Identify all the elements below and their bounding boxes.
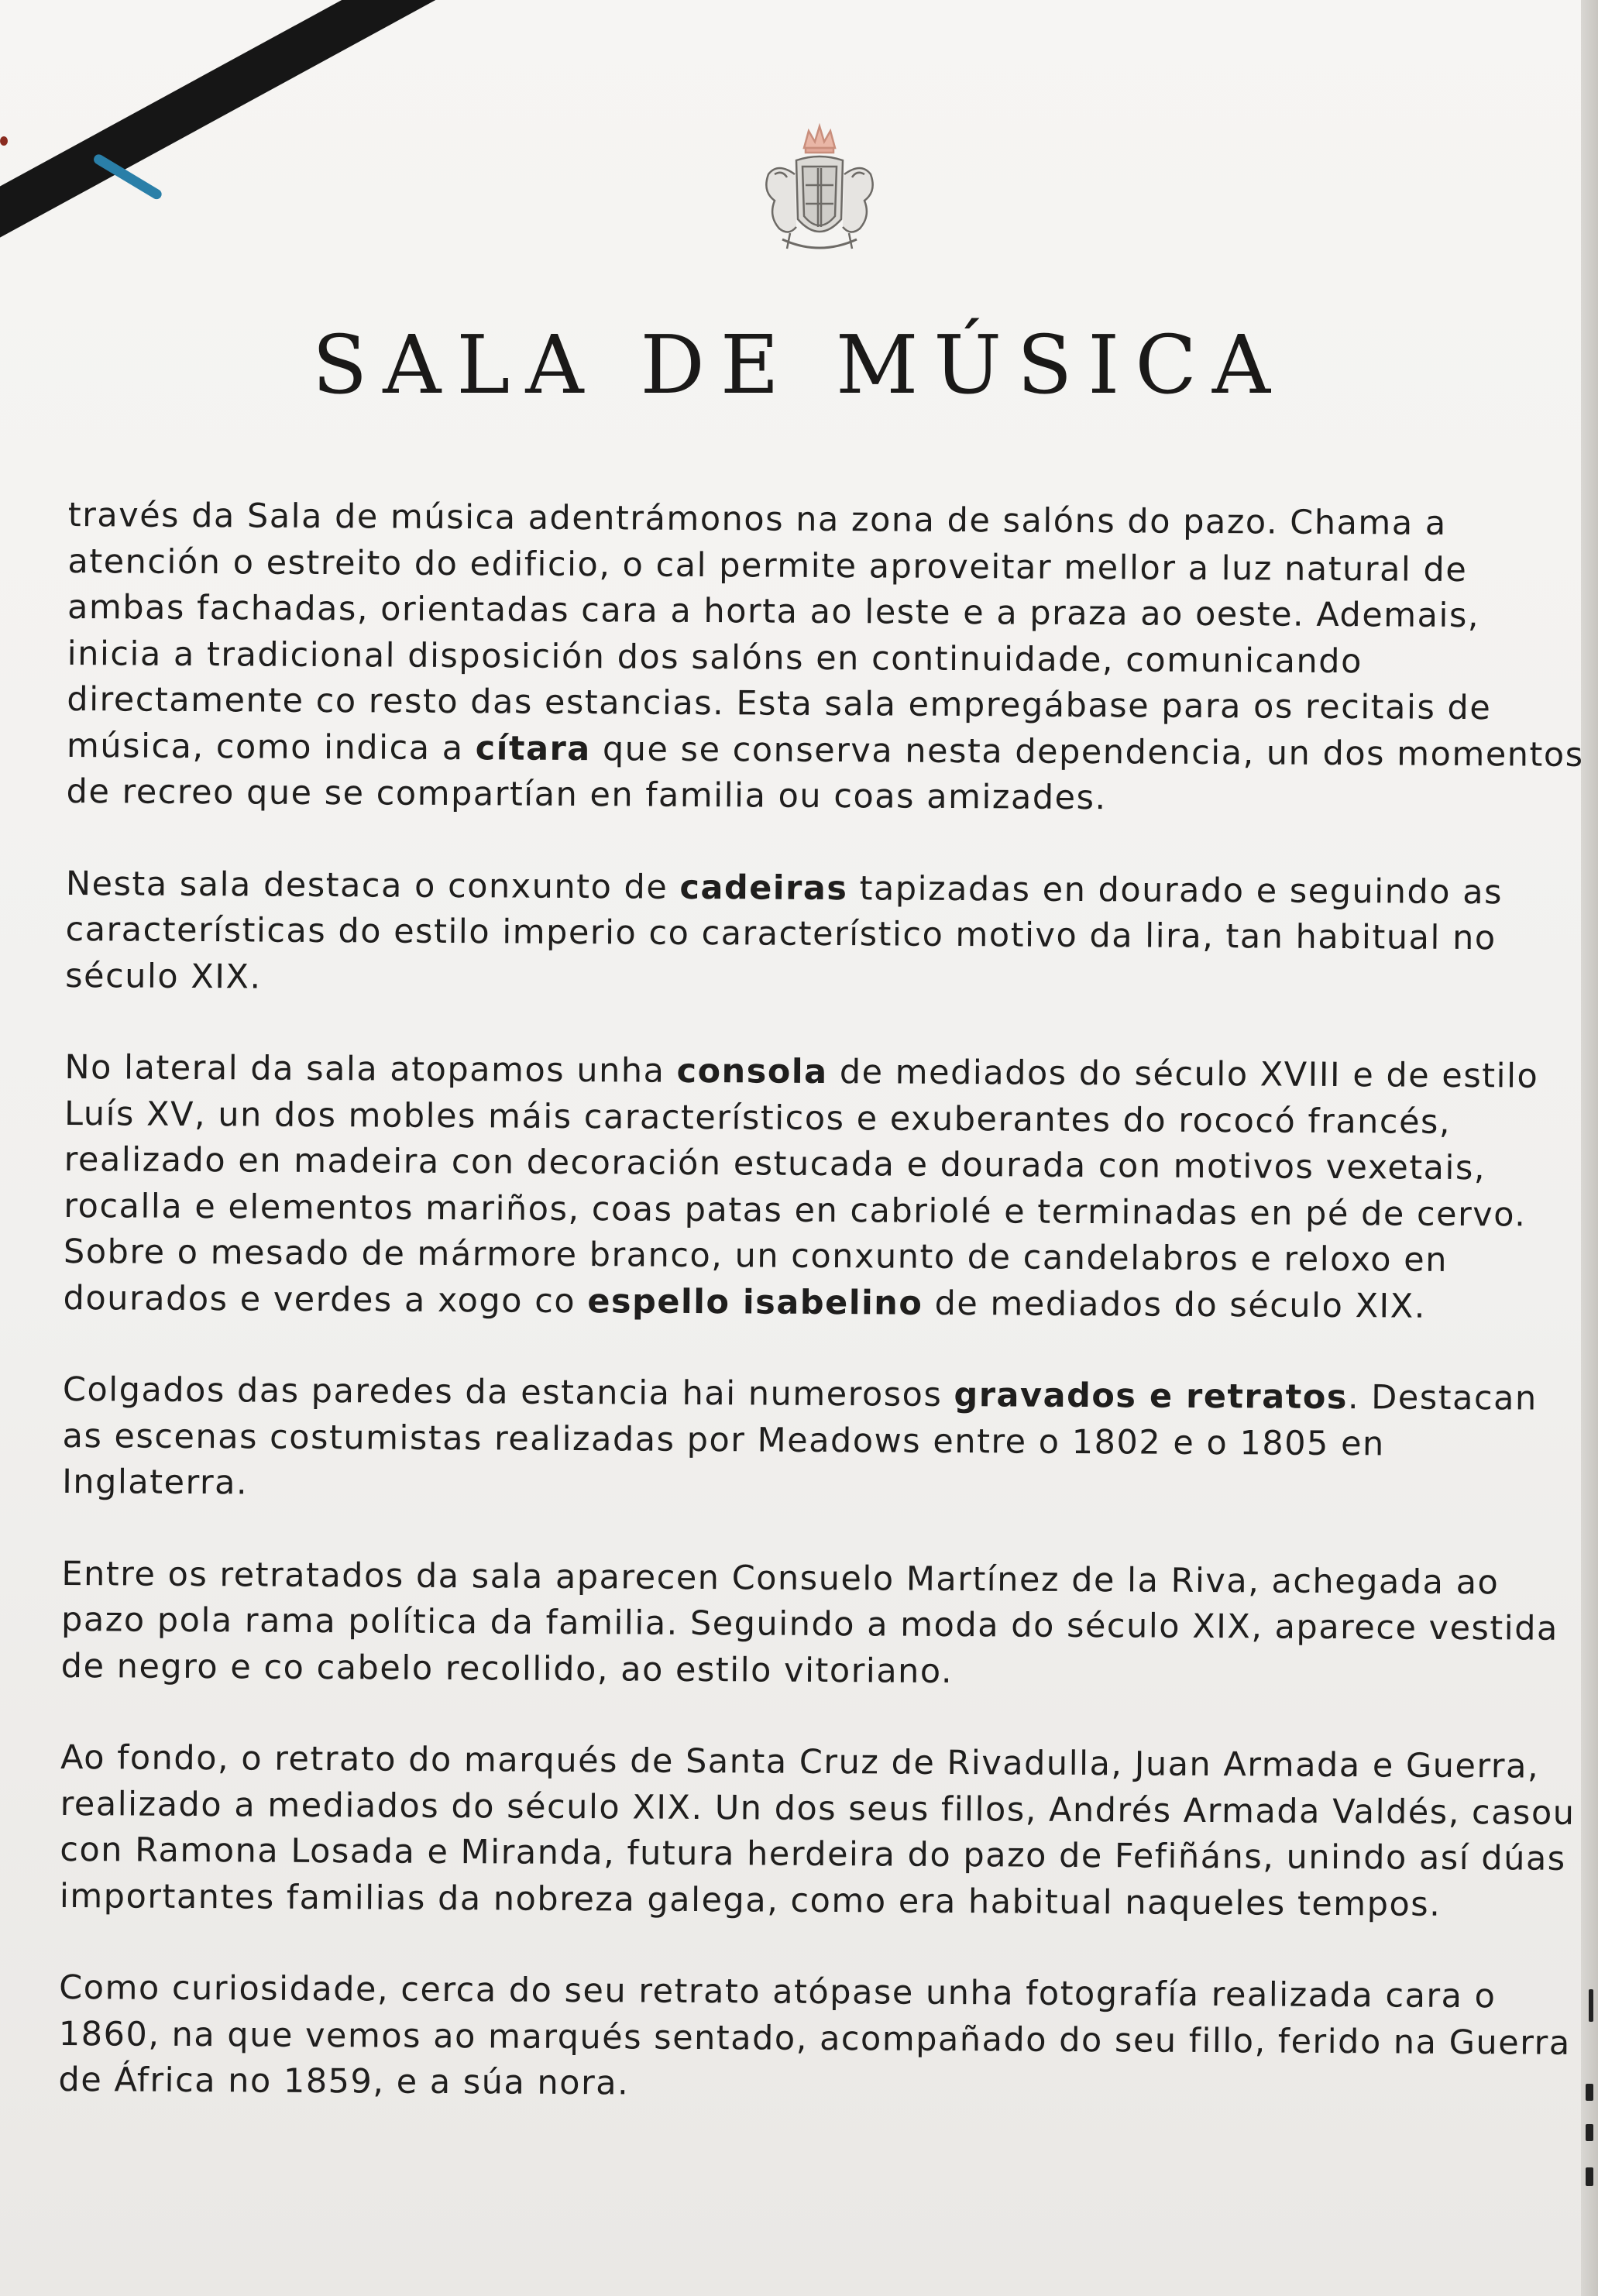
paragraph [66, 493, 1586, 824]
paragraph [62, 1367, 1581, 1514]
paragraph [65, 861, 1584, 1008]
text-run: Ao fondo, o retrato do marqués de Santa Cruz de Rivadulla, Juan Armada e Guerra, realizado a mediados do século XIX. Un dos seus fillos, Andrés Armada Valdés, casou con Ramona Losada e Miranda, futura herdeira do pazo de Fefiñáns, unindo así dúas importantes familias da nobreza galega, como era habitual naqueles tempos. [59, 1737, 1576, 1924]
highlighted-term: gravados e retratos [954, 1376, 1349, 1418]
body-text [58, 493, 1586, 2158]
paragraph [60, 1735, 1579, 1929]
edge-text-fragment [1586, 2084, 1593, 2101]
text-run: que se conserva nesta dependencia, un dos momentos de recreo que se compartían en familia ou coas amizades. [66, 729, 1584, 818]
text-run: No lateral da sala atopamos unha [64, 1047, 677, 1091]
text-run: Colgados das paredes da estancia hai numerosos [62, 1370, 954, 1415]
text-run: Nesta sala destaca o conxunto de [65, 864, 680, 907]
text-run: través da Sala de música adentrámonos na zona de salóns do pazo. Chama a atención o estreito do edificio, o cal permite aproveitar mellor a luz natural de ambas fachadas, orientadas cara a horta ao leste e a praza ao oeste. Ademais, inicia a tradicional disposición dos salóns en continuidade, comunicando directamente co resto das estancias. Esta sala empregábase para os recitais de música, como indica a [66, 495, 1492, 768]
page-title: SALA DE MÚSICA [311, 318, 1287, 412]
paragraph [61, 1551, 1580, 1698]
edge-text-fragment [1586, 2124, 1593, 2141]
text-run: tapizadas en dourado e seguindo as características do estilo imperio co característico motivo da lira, tan habitual no século XIX. [65, 868, 1503, 997]
text-run: de mediados do século XIX. [923, 1284, 1426, 1326]
coat-of-arms-icon [751, 120, 887, 260]
highlighted-term: cítara [475, 728, 591, 768]
paragraph [58, 1965, 1577, 2112]
edge-text-fragment [1589, 1989, 1593, 2022]
highlighted-term: cadeiras [679, 868, 848, 908]
text-run: Como curiosidade, cerca do seu retrato atópase unha fotografía realizada cara o 1860, na que vemos ao marqués sentado, acompañado do seu fillo, ferido na Guerra de África no 1859, e a súa nora. [58, 1968, 1571, 2103]
edge-text-fragment [1586, 2167, 1593, 2186]
red-mark [0, 136, 8, 146]
text-run: Entre os retratados da sala aparecen Consuelo Martínez de la Riva, achegada ao pazo pola rama política da familia. Seguindo a moda do século XIX, aparece vestida de negro e co cabelo recollido, ao estilo vitoriano. [60, 1554, 1558, 1691]
highlighted-term: espello isabelino [587, 1281, 923, 1323]
text-run: . Destacan as escenas costumistas realizadas por Meadows entre o 1802 e o 1805 en Inglaterra. [62, 1378, 1538, 1503]
text-run: de mediados do século XVIII e de estilo Luís XV, un dos mobles máis característicos e exuberantes do rococó francés, realizado en madeira con decoración estucada e dourada con motivos vexetais, rocalla e elementos mariños, coas patas en cabriolé e terminadas en pé de cervo. Sobre o mesado de mármore branco, un conxunto de candelabros e reloxo en dourados e verdes a xogo co [63, 1053, 1539, 1321]
highlighted-term: consola [676, 1051, 828, 1092]
paragraph [63, 1045, 1583, 1331]
